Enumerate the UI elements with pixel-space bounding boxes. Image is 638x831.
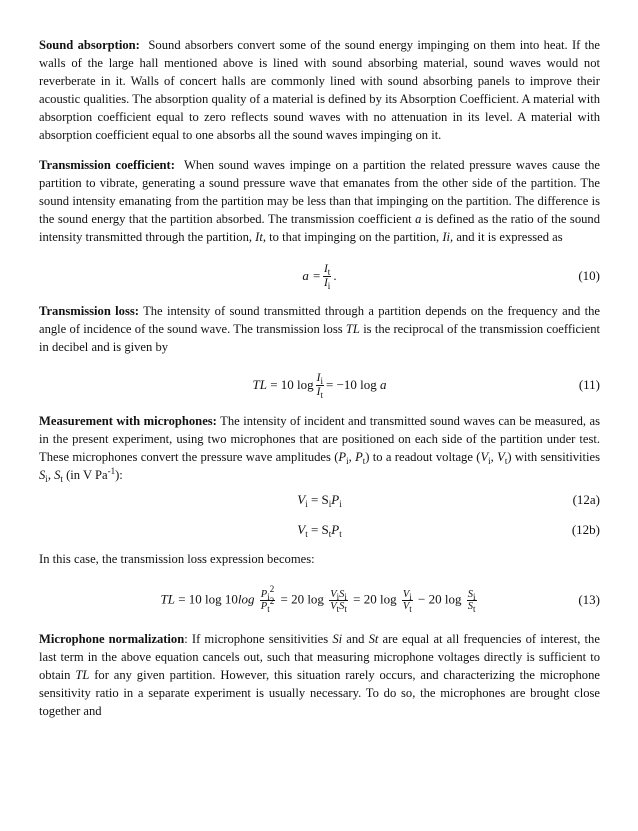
equation-number-11: (11) <box>578 377 600 392</box>
symbol-Si: Si <box>332 632 343 646</box>
eq12b-body: $V_t = S_tP_t$ <box>297 522 342 539</box>
equation-number-12b: (12b) <box>571 522 600 537</box>
equation-number-12a: (12a) <box>572 492 600 507</box>
equation-10 <box>39 258 600 294</box>
equation-11 <box>39 366 600 404</box>
eq11-lhs: TL = 10 log <box>252 377 314 392</box>
symbol-TL: TL <box>345 322 360 336</box>
eq11-fraction: $\frac{I_i}{I_t}$ <box>316 371 323 400</box>
text-transmission-loss-1: The intensity of sound transmitted through a partition depends on the frequency and the angle of incidence of the sound wave. The transmission loss <box>39 304 600 336</box>
text-normalization-1: : If microphone sensitivities <box>184 632 329 646</box>
text-transmission-coefficient-2: is defined as the ratio of the sound intensity transmitted through the partition, <box>39 212 601 244</box>
eq10-fraction: $\frac{I_t}{I_i}$ <box>323 262 331 291</box>
heading-normalization: Microphone normalization <box>39 632 185 646</box>
eq10-period: . <box>333 268 337 283</box>
symbol-It: It, <box>255 230 267 244</box>
symbol-TL-2: TL <box>75 668 90 682</box>
eq11-rhs-var: a <box>380 377 387 392</box>
symbol-St: St <box>368 632 379 646</box>
symbol-a: a <box>415 212 422 226</box>
eq12a-body: $V_i = S_iP_i$ <box>297 492 342 509</box>
text-measurement-3: with sensitivities <box>514 450 600 464</box>
text-normalization-3: for any given partition. However, this situation rarely occurs, and characterizing the microphone sensitivity ratio in a separate experiment is usually necessary. To do so, the microphones are brought close together and <box>39 668 600 718</box>
text-sound-absorption: Sound absorbers convert some of the sound energy impinging on them into heat. If the walls of the large hall mentioned above is lined with sound absorbing material, sound waves would not reverberate in it. Walls of concert halls are commonly lined with sound absorbing panels to improve their acoustic qualities. The absorption quality of a material is defined by its Absorption Coefficient. A material with absorption coefficient equal to zero reflects sound waves with no attenuation in its level. A material with absorption coefficient equal to one absorbs all the sound waves impinging on it. <box>39 38 601 142</box>
sup-minus-one: -1 <box>107 466 116 476</box>
text-transmission-coefficient-4: and it is expressed as <box>456 230 563 244</box>
equation-number-13: (13) <box>578 592 600 607</box>
text-measurement-4: (in V Pa <box>66 468 108 482</box>
equation-12a <box>39 490 600 510</box>
text-transmission-loss-2: is the reciprocal of the transmission coefficient in decibel and is given by <box>39 322 601 354</box>
equation-12b <box>39 520 600 540</box>
eq11-rhs: = −10 log <box>326 377 377 392</box>
equation-13 <box>39 580 600 620</box>
paragraph-measurement: Measurement with microphones: The intensity of incident and transmitted sound waves can be measured, as in the present experiment, using two microphones that are positioned on each side of the partition under test. These microphones convert the pressure wave amplitudes ($P_i$, $P_t$) to a readout voltage ($V_i$, $V_t$) with sensitivities $S_i$, $S_t$ (in V $Pa^{-1}$): <box>39 414 601 484</box>
text-transmission-coefficient-3: to that impinging on the partition, <box>269 230 440 244</box>
text-measurement-5: ): <box>115 468 123 482</box>
text-transmission-coefficient-1: When sound waves impinge on a partition the related pressure waves cause the partition to vibrate, generating a sound pressure wave that emanates from the other side of the partition. The sound intensity emanating from the partition may be less than that impinging on the partition. The difference is the sound energy that the partition absorbed. The transmission coefficient <box>39 158 600 226</box>
paragraph-sound-absorption <box>39 36 600 144</box>
paragraph-transmission-coefficient <box>39 156 600 246</box>
paragraph-lead-13: In this case, the transmission loss expression becomes: <box>39 552 315 566</box>
eq10-lhs: a = <box>302 268 321 283</box>
equation-number-10: (10) <box>578 268 600 283</box>
paragraph-normalization <box>39 630 600 720</box>
heading-transmission-loss: Transmission loss: <box>39 304 139 318</box>
text-normalization-and: and <box>346 632 365 646</box>
text-measurement-1: The intensity of incident and transmitted sound waves can be measured, as in the present experiment, using two microphones that are positioned on each side of the partition under test. These microphones convert the pressure wave amplitudes <box>39 414 601 464</box>
text-normalization-2: are equal at all frequencies of interest, the last term in the above equation cancels out, such that measuring microphone voltages directly is sufficient to obtain <box>39 632 600 682</box>
symbol-Ii: Ii, <box>442 230 454 244</box>
heading-measurement: Measurement with microphones: <box>39 414 217 428</box>
eq13-body: TL = 10 log 10log $\frac{P_i^2}{P_t^2}$ = 20 log $\frac{V_iS_i}{V_tS_t}$ = 20 log $\frac{V_i}{V_t}$ − 20 log $\frac{S_i}{S_t}$ <box>160 583 476 614</box>
heading-transmission-coefficient: Transmission coefficient: <box>39 158 175 172</box>
text-measurement-2: to a readout voltage <box>372 450 473 464</box>
paragraph-transmission-loss <box>39 302 600 356</box>
heading-sound-absorption: Sound absorption: <box>39 38 140 52</box>
